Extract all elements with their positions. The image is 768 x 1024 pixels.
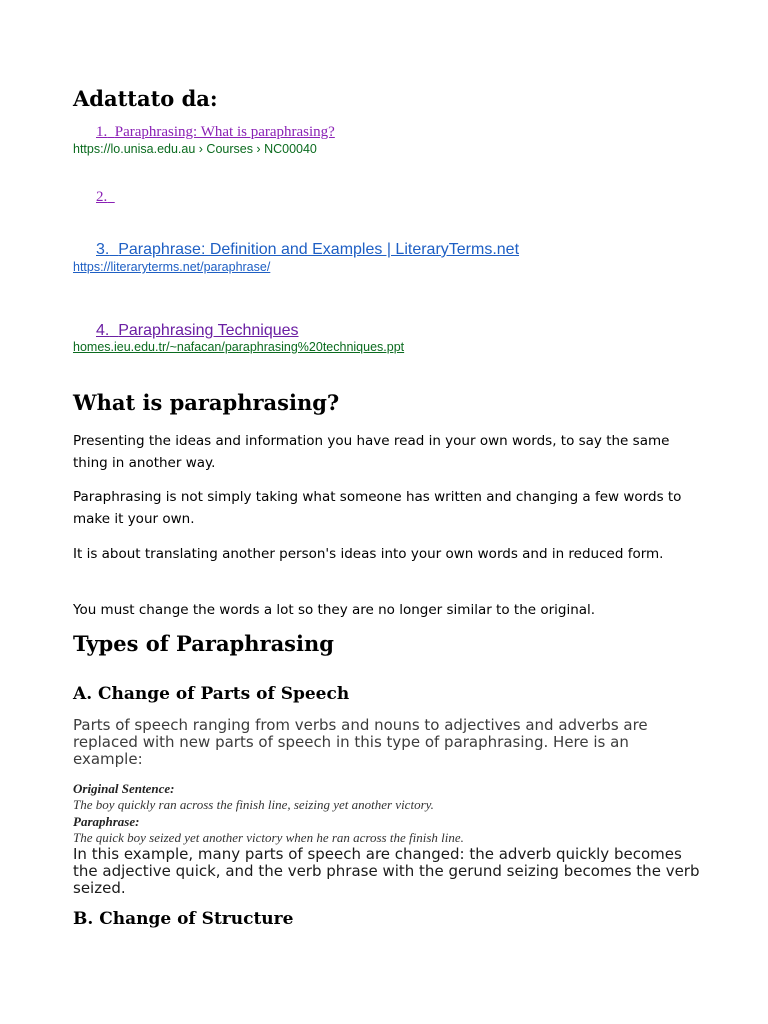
section-b-heading: B. Change of Structure [73, 909, 294, 929]
reference-number: 4. [96, 322, 110, 339]
reference-title: Paraphrase: Definition and Examples | LiteraryTerms.net [118, 241, 520, 258]
definition-paragraph: Presenting the ideas and information you have read in your own words, to say the same thing in another way. [73, 433, 670, 471]
reference-title: Paraphrasing: What is paraphrasing? [114, 124, 335, 140]
reference-link-2[interactable] [96, 189, 115, 206]
reference-link-3[interactable] [96, 241, 519, 259]
reference-url-3[interactable]: https://literaryterms.net/paraphrase/ [73, 260, 271, 274]
paraphrase-text: The quick boy seized yet another victory when he ran across the finish line. [73, 830, 464, 845]
what-is-paraphrasing-heading: What is paraphrasing? [73, 390, 340, 415]
section-a-intro: Parts of speech ranging from verbs and nouns to adjectives and adverbs are replaced with new parts of speech in this type of paraphrasing. Here is an example: [73, 716, 648, 768]
section-a-explanation: In this example, many parts of speech are changed: the adverb quickly becomes the adjective quick, and the verb phrase with the gerund seizing becomes the verb seized. [73, 845, 700, 897]
paraphrase-label: Paraphrase: [73, 814, 140, 829]
types-heading: Types of Paraphrasing [73, 631, 334, 656]
section-a-heading: A. Change of Parts of Speech [73, 684, 350, 704]
adapted-heading: Adattato da: [73, 86, 218, 111]
reference-number: 2. [96, 189, 108, 205]
definition-paragraph: Paraphrasing is not simply taking what someone has written and changing a few words to make it your own. [73, 489, 682, 527]
reference-link-4[interactable] [96, 322, 299, 340]
definition-paragraph: It is about translating another person's ideas into your own words and in reduced form. [73, 546, 664, 562]
reference-url-1[interactable]: https://lo.unisa.edu.au › Courses › NC00040 [73, 142, 317, 156]
reference-link-1[interactable] [96, 124, 335, 141]
definition-paragraph: You must change the words a lot so they are no longer similar to the original. [73, 602, 596, 618]
original-sentence-text: The boy quickly ran across the finish line, seizing yet another victory. [73, 797, 434, 812]
reference-number: 3. [96, 241, 110, 258]
reference-title: Paraphrasing Techniques [118, 322, 299, 339]
original-sentence-label: Original Sentence: [73, 781, 175, 796]
reference-url-4[interactable]: homes.ieu.edu.tr/~nafacan/paraphrasing%20techniques.ppt [73, 340, 405, 354]
reference-number: 1. [96, 124, 108, 140]
